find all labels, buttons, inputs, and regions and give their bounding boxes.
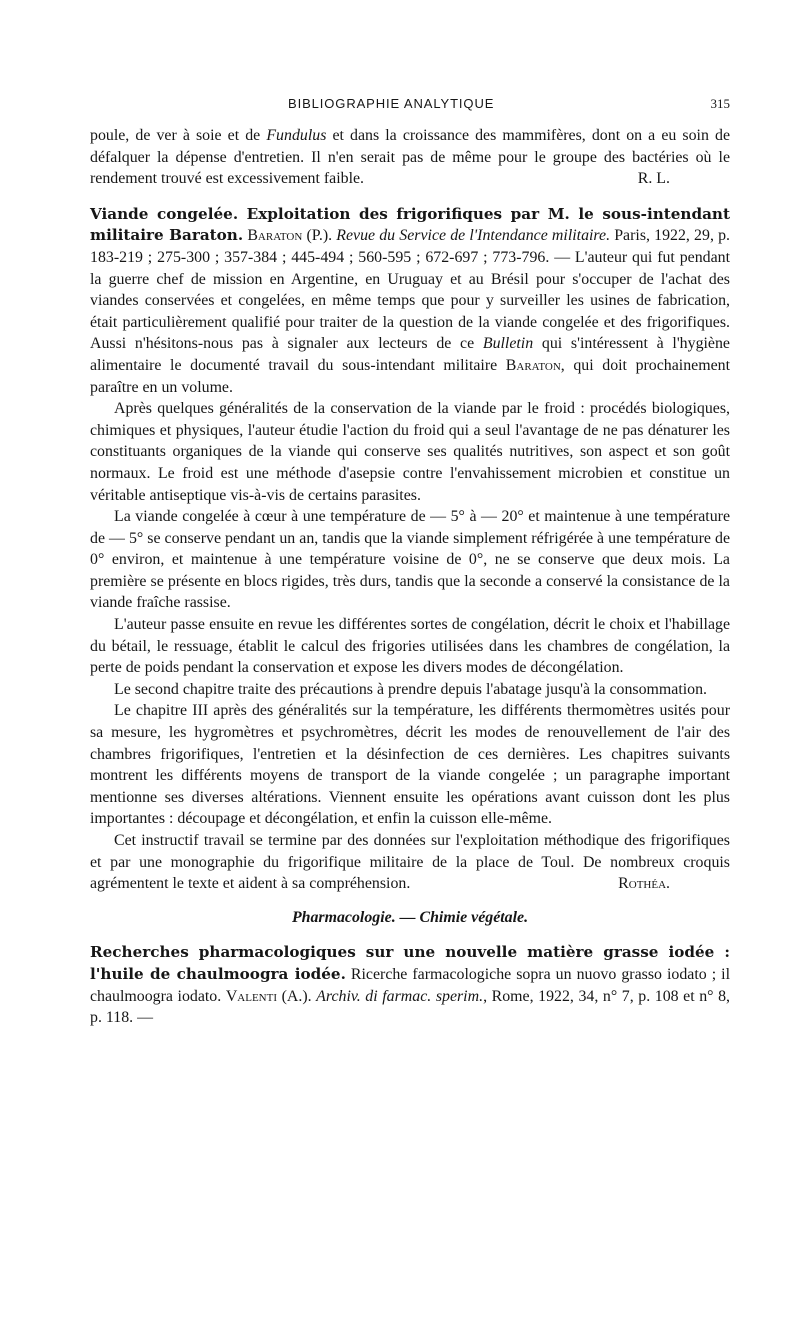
entry-text: qui s'intéressent à l'hygiène alimentaire le documenté travail du sous-intendant militaire xyxy=(90,335,730,374)
paragraph-text: Cet instructif travail se termine par des données sur l'exploitation méthodique des frigorifiques et par une monographie du frigorifique militaire de la place de Toul. De nombreux croquis agrémentent le texte et aident à sa compréhension. xyxy=(90,832,730,893)
author-signature: R. L. xyxy=(637,170,670,188)
paragraph: Le second chapitre traite des précautions à prendre depuis l'abatage jusqu'à la consommation. xyxy=(114,680,708,698)
paragraph xyxy=(90,830,730,895)
paragraph: Après quelques généralités de la conservation de la viande par le froid : procédés biologiques, chimiques et physiques, l'auteur étudie l'action du froid qui a seul l'avantage de ne pas dénaturer les constituants organiques de la viande qui conserve ses qualités nutritives, son aspect et son goût normaux. Le froid est une méthode d'asepsie contre l'envahissement microbien et constitue un véritable antiseptique vis-à-vis de certains parasites. xyxy=(90,400,730,504)
entry-author: Baraton xyxy=(505,356,561,374)
paragraph-text: et dans la croissance des mammifères, dont on a eu soin de défalquer la dépense d'entretien. Il n'en serait pas de même pour le groupe des bactéries où le rendement trouvé est excessivement faible. xyxy=(90,127,731,188)
running-head: BIBLIOGRAPHIE ANALYTIQUE xyxy=(288,96,495,111)
paragraph: La viande congelée à cœur à une température de — 5° à — 20° et maintenue à une température de — 5° se conserve pendant un an, tandis que la viande simplement réfrigérée à une température de 0° environ, et maintenue à une température voisine de 0°, ne se conserve que deux mois. La première se présente en blocs rigides, très durs, tandis que la seconde a conservé la consistance de la viande fraîche rassise. xyxy=(90,508,730,612)
journal-name: Archiv. di farmac. sperim. xyxy=(316,987,484,1005)
bulletin-name: Bulletin xyxy=(482,335,534,353)
bibliographic-entry xyxy=(90,942,730,1028)
entry-author-initial: (A.). xyxy=(277,987,317,1005)
entry-title: Viande congelée. Exploitation des frigorifiques par M. le sous-intendant militaire Baraton. xyxy=(90,204,730,245)
entry-title: Recherches pharmacologiques sur une nouvelle matière grasse iodée : l'huile de chaulmoogra iodée. xyxy=(90,943,730,983)
entry-text: , qui doit prochainement paraître en un volume. xyxy=(90,356,730,396)
entry-text: Paris, 1922, 29, p. 183-219 ; 275-300 ; 357-384 ; 445-494 ; 560-595 ; 672-697 ; 773-796. — L'auteur qui fut pendant la guerre chef de mission en Argentine, en Uruguay et au Brésil pour s'occuper de l'achat des viandes conservées et congelées, en même temps que pour y surveiller les usines de fabrication, était particulièrement qualifié pour traiter de la question de la viande congelée et des frigorifiques. Aussi n'hésitons-nous pas à signaler aux lecteurs de ce xyxy=(90,227,730,353)
page-header xyxy=(90,96,730,116)
paragraph-continuation xyxy=(90,125,730,190)
entry-author: Baraton xyxy=(247,227,303,245)
species-name: Fundulus xyxy=(266,127,327,144)
author-signature: Rothéa. xyxy=(618,875,670,893)
page-body xyxy=(90,125,730,1029)
section-heading: Pharmacologie. — Chimie végétale. xyxy=(291,908,529,926)
journal-name: Revue du Service de l'Intendance militaire. xyxy=(336,227,611,245)
paragraph: L'auteur passe ensuite en revue les différentes sortes de congélation, décrit le choix et l'habillage du bétail, le ressuage, établit le calcul des frigories utilisées dans les chambres de congélation, la perte de poids pendant la conservation et expose les divers modes de décongélation. xyxy=(90,616,730,677)
bibliographic-entry xyxy=(90,204,730,398)
entry-author: Valenti xyxy=(225,987,277,1005)
entry-text: Ricerche farmacologiche sopra un nuovo grasso iodato ; il chaulmoogra iodato. xyxy=(90,965,730,1005)
entry-author-initial: (P.). xyxy=(302,227,337,245)
paragraph: Le chapitre III après des généralités sur la température, les différents thermomètres usités pour sa mesure, les hygromètres et psychromètres, décrit les modes de renouvellement de l'air des chambres frigorifiques, l'entretien et la désinfection de ces dernières. Les chapitres suivants montrent les différents moyens de transport de la viande congelée ; un paragraphe important mentionne ses diverses altérations. Viennent ensuite les opérations avant cuisson dont les plus importantes : découpage et décongélation, et enfin la cuisson elle-même. xyxy=(90,702,730,828)
entry-text: , Rome, 1922, 34, n° 7, p. 108 et n° 8, p. 118. — xyxy=(90,987,731,1027)
page-number: 315 xyxy=(710,96,730,111)
paragraph-text: poule, de ver à soie et de xyxy=(90,127,267,144)
